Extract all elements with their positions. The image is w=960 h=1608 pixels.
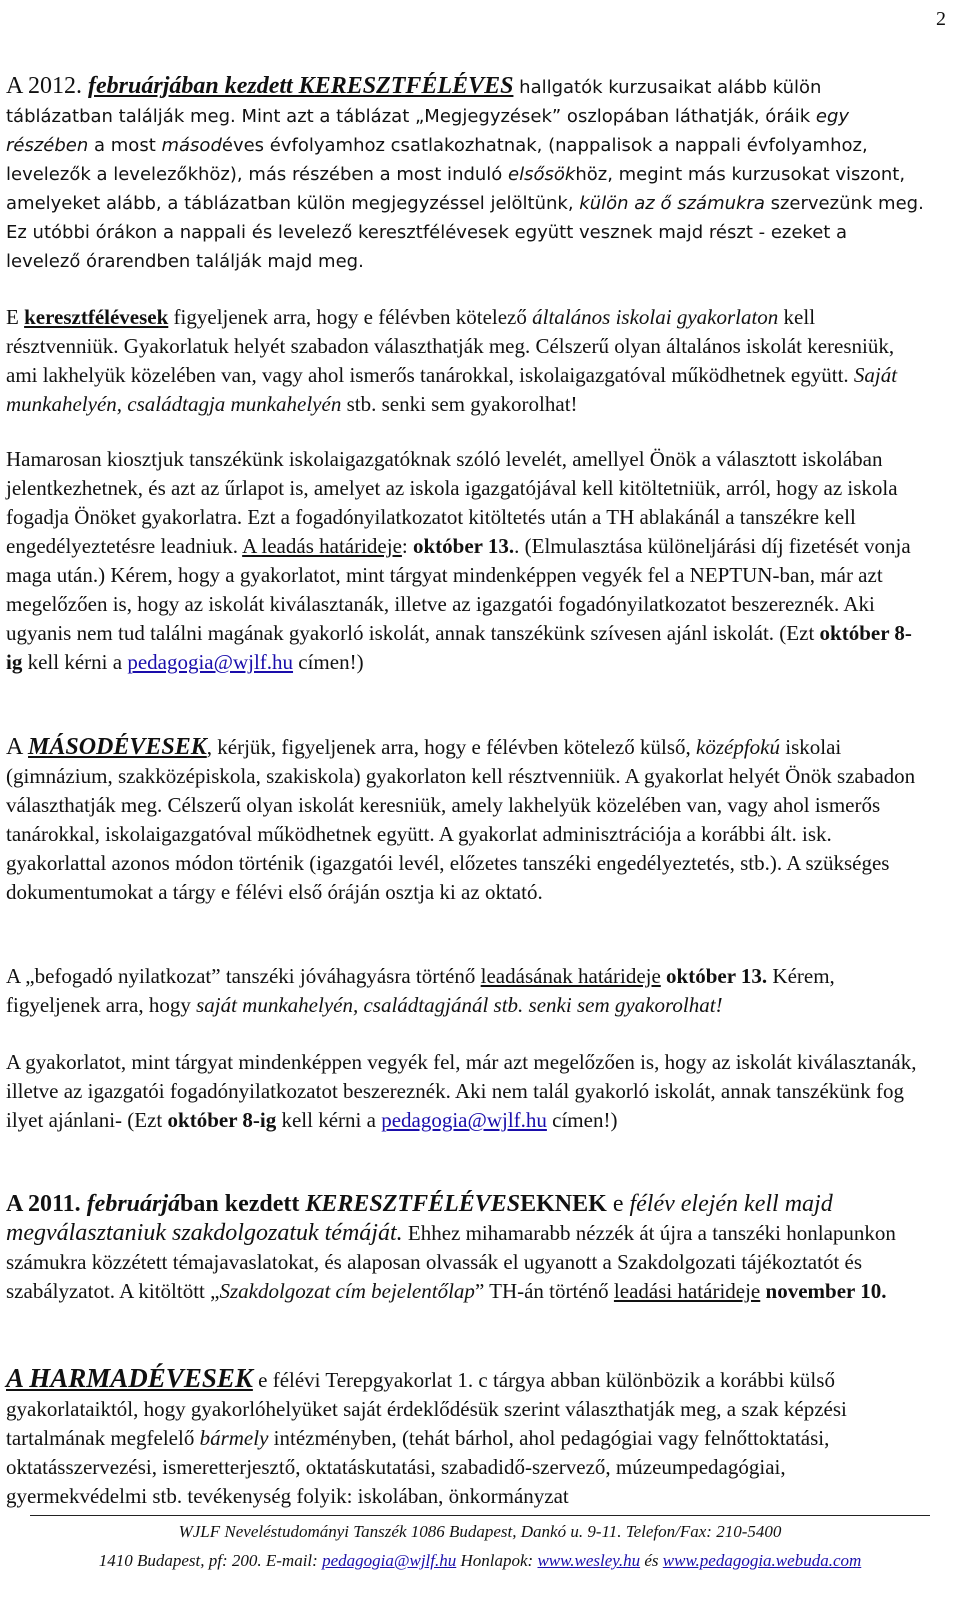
text-run: : [401, 534, 413, 558]
text-run: . [881, 1279, 887, 1303]
text-run: kell kérni a [276, 1108, 382, 1132]
text-run: A „befogadó nyilatkozat” tanszéki jóváhagyásra történő [6, 964, 481, 988]
text-run: höz, megint más kurzusokat viszont, amelyeket alább, a táblázatban külön megjegyzéssel jelöltünk, [6, 164, 906, 214]
text-run: A gyakorlatot, mint tárgyat mindenképpen vegyék fel, már azt megelőzően is, hogy az iskolát kiválasztanák, illetve az igazgatói fogadónyilatkozatot beszereznék. Aki nem talál gyakorló iskolát, annak tanszékünk fog ilyet ajánlani- (Ezt [6, 1050, 917, 1132]
deadline-date: október 13. [666, 964, 768, 988]
paragraph-acceptance-statement [6, 962, 926, 1020]
text-run: külön az ő számukra [579, 193, 765, 214]
text-run: Ehhez mihamarabb nézzék át újra a tanszéki honlapunkon számukra közzétett témajavaslatokat, és alaposan olvassák el ugyanott a Szakdolgozati tájékoztatót és szabályzatot. A kitöltött „ [6, 1221, 896, 1303]
text-run: Hamarosan kiosztjuk tanszékünk iskolaigazgatóknak szóló levelét, amellyel Önök a választott iskolában jelentkezhetnek, és azt az űrlapot is, amelyet az iskola igazgatójával kell kitöltetniük, arról, hogy az iskola fogadja Önöket gyakorlatra. Ezt a fogadónyilatkozatot kitöltetés után a TH ablakánál a tanszékre kell engedélyeztetésre leadniuk. [6, 447, 898, 558]
crossterm-2012-heading: februárjában kezdett KERESZTFÉLÉVES [88, 73, 514, 99]
paragraph-deadlines [6, 445, 926, 677]
text-run: általános iskolai gyakorlaton [532, 305, 779, 329]
text-run: stb. senki sem gyakorolhat! [341, 392, 578, 416]
text-run: kell résztvenniük. Gyakorlatuk helyét szabadon választhatják meg. Célszerű olyan általános iskolát keresniük, ami lakhelyük közelében van, vagy ahol ismerős tanárokkal, iskolaigazgatóval működhetnek együtt. [6, 305, 895, 387]
text-run: , kérjük, figyeljenek arra, hogy e félévben kötelező külső, [206, 735, 696, 759]
paragraph-crossterm-2012 [6, 72, 926, 276]
text-run: 1410 Budapest, pf: 200. E-mail: [98, 1551, 323, 1570]
intro-lead: A 2012. [6, 73, 89, 99]
footer-address: WJLF Neveléstudományi Tanszék 1086 Budapest, Dankó u. 9-11. Telefon/Fax: 210-5400 [178, 1522, 782, 1541]
text-run: kell kérni a [22, 650, 128, 674]
text-run: a most [88, 135, 162, 156]
text-run: iskolai (gimnázium, szakközépiskola, szakiskola) gyakorlaton kell résztvenniük. A gyakorlat helyét Önök szabadon választhatják meg. Célszerű olyan iskolát keresniük, amely lakhelyük közelében van, vagy ahol ismerős tanárokkal, iskolaigazgatóval működhetnek együtt. A gyakorlat adminisztrációja a korábbi ált. isk. gyakorlattal azonos módon történik (igazgatói levél, előzetes tanszéki engedélyeztetés, stb.). A szükséges dokumentumokat a tárgy e félévi első óráján osztja ki az oktató. [6, 735, 916, 904]
footer-website-link[interactable]: www.pedagogia.webuda.com [662, 1551, 862, 1570]
text-run: Honlapok: [456, 1551, 538, 1570]
paragraph-crossterm-practice [6, 303, 926, 419]
email-link[interactable]: pedagogia@wjlf.hu [127, 650, 294, 674]
text-run: egy részében [6, 106, 850, 156]
deadline-label: leadási határideje [613, 1279, 761, 1303]
text-run: e [606, 1191, 630, 1217]
text-run: félév elején kell majd megválasztaniuk szakdolgozatuk témáját. [6, 1191, 833, 1246]
deadline-label: A leadás határideje [242, 534, 402, 558]
keyword-keresztfelevesek: keresztfélévesek [24, 305, 169, 329]
request-date: október 8-ig [167, 1108, 277, 1132]
text-run: és [640, 1551, 663, 1570]
text-run: hallgatók kurzusaikat alább külön táblázatban találják meg. Mint azt a táblázat „Megjegyzések” oszlopában láthatják, óráik [6, 77, 822, 127]
text-run: másod [161, 135, 222, 156]
text-run: intézményben, (tehát bárhol, ahol pedagógiai vagy felnőttoktatási, oktatásszervezési, ismeretterjesztő, oktatáskutatási, szabadidő-szervező, múzeumpedagógiai, gyermekvédelmi stb. tevékenység folyik: iskolában, önkormányzat [6, 1426, 830, 1508]
text-run: ” TH-án történő [474, 1279, 614, 1303]
text-run: e félévi Terepgyakorlat 1. c tárgya abban különbözik a korábbi külső gyakorlataiktól, hogy gyakorlóhelyüket saját érdeklődésük szerint választhatják meg, a szak képzési tartalmának megfelelő [6, 1368, 847, 1450]
text-run: címen!) [546, 1108, 618, 1132]
footer-email-link[interactable]: pedagogia@wjlf.hu [322, 1551, 457, 1570]
text-run: E [6, 305, 25, 329]
deadline-date: október 13. [413, 534, 515, 558]
request-date: október 8-ig [6, 621, 912, 674]
text-run: EKNEK [520, 1191, 607, 1217]
text-run: februárjá [86, 1191, 181, 1217]
deadline-date: november 10 [765, 1279, 882, 1303]
footer-website-link[interactable]: www.wesley.hu [537, 1551, 641, 1570]
text-run: A [6, 734, 29, 760]
footer-divider [30, 1515, 930, 1516]
text-run: Saját munkahelyén, családtagja munkahelyén [6, 363, 898, 416]
text-run: középfokú [696, 735, 780, 759]
email-link[interactable]: pedagogia@wjlf.hu [381, 1108, 547, 1132]
text-run: A 2011. [6, 1191, 87, 1217]
footer-contacts [0, 1549, 960, 1573]
paragraph-crossterm-2011 [6, 1190, 926, 1306]
text-run: figyeljenek arra, hogy e félévben kötelező [168, 305, 533, 329]
page-number: 2 [936, 8, 946, 30]
text-run: éves évfolyamhoz csatlakozhatnak, (nappalisok a nappali évfolyamhoz, levelezők a levelezőkhöz), más részében a most induló [6, 135, 868, 185]
deadline-label: leadásának határideje [480, 964, 661, 988]
text-run: saját munkahelyén, családtagjánál stb. senki sem gyakorolhat! [196, 993, 723, 1017]
paragraph-second-years [6, 733, 926, 907]
text-run: Szakdolgozat cím bejelentőlap [219, 1279, 475, 1303]
paragraph-third-years [6, 1364, 926, 1511]
text-run: címen!) [293, 650, 364, 674]
third-years-heading: A HARMADÉVESEK [6, 1363, 253, 1393]
text-run: ban kezdett [180, 1191, 306, 1217]
crossterm-2011-heading: KERESZTFÉLÉVES [305, 1191, 521, 1217]
text-run: bármely [199, 1426, 269, 1450]
paragraph-neptun [6, 1048, 926, 1135]
second-years-heading: MÁSODÉVESEK [28, 734, 207, 760]
text-run: . (Elmulasztása különeljárási díj fizetését vonja maga után.) Kérem, hogy a gyakorlatot, mint tárgyat mindenképpen vegyék fel a NEPTUN-ban, már azt megelőzően is, hogy az iskolát kiválasztanák, illetve az igazgatói fogadónyilatkozatot beszereznék. Aki ugyanis nem tud találni magának gyakorló iskolát, annak tanszékünk szívesen ajánl iskolát. (Ezt [6, 534, 911, 645]
text-run: szervezünk meg. Ez utóbbi órákon a nappali és levelező keresztfélévesek együtt vesznek majd részt - ezeket a levelező órarendben találják majd meg. [6, 193, 924, 272]
text-run: Kérem, figyeljenek arra, hogy [6, 964, 835, 1017]
text-run: elsősök [508, 164, 576, 185]
